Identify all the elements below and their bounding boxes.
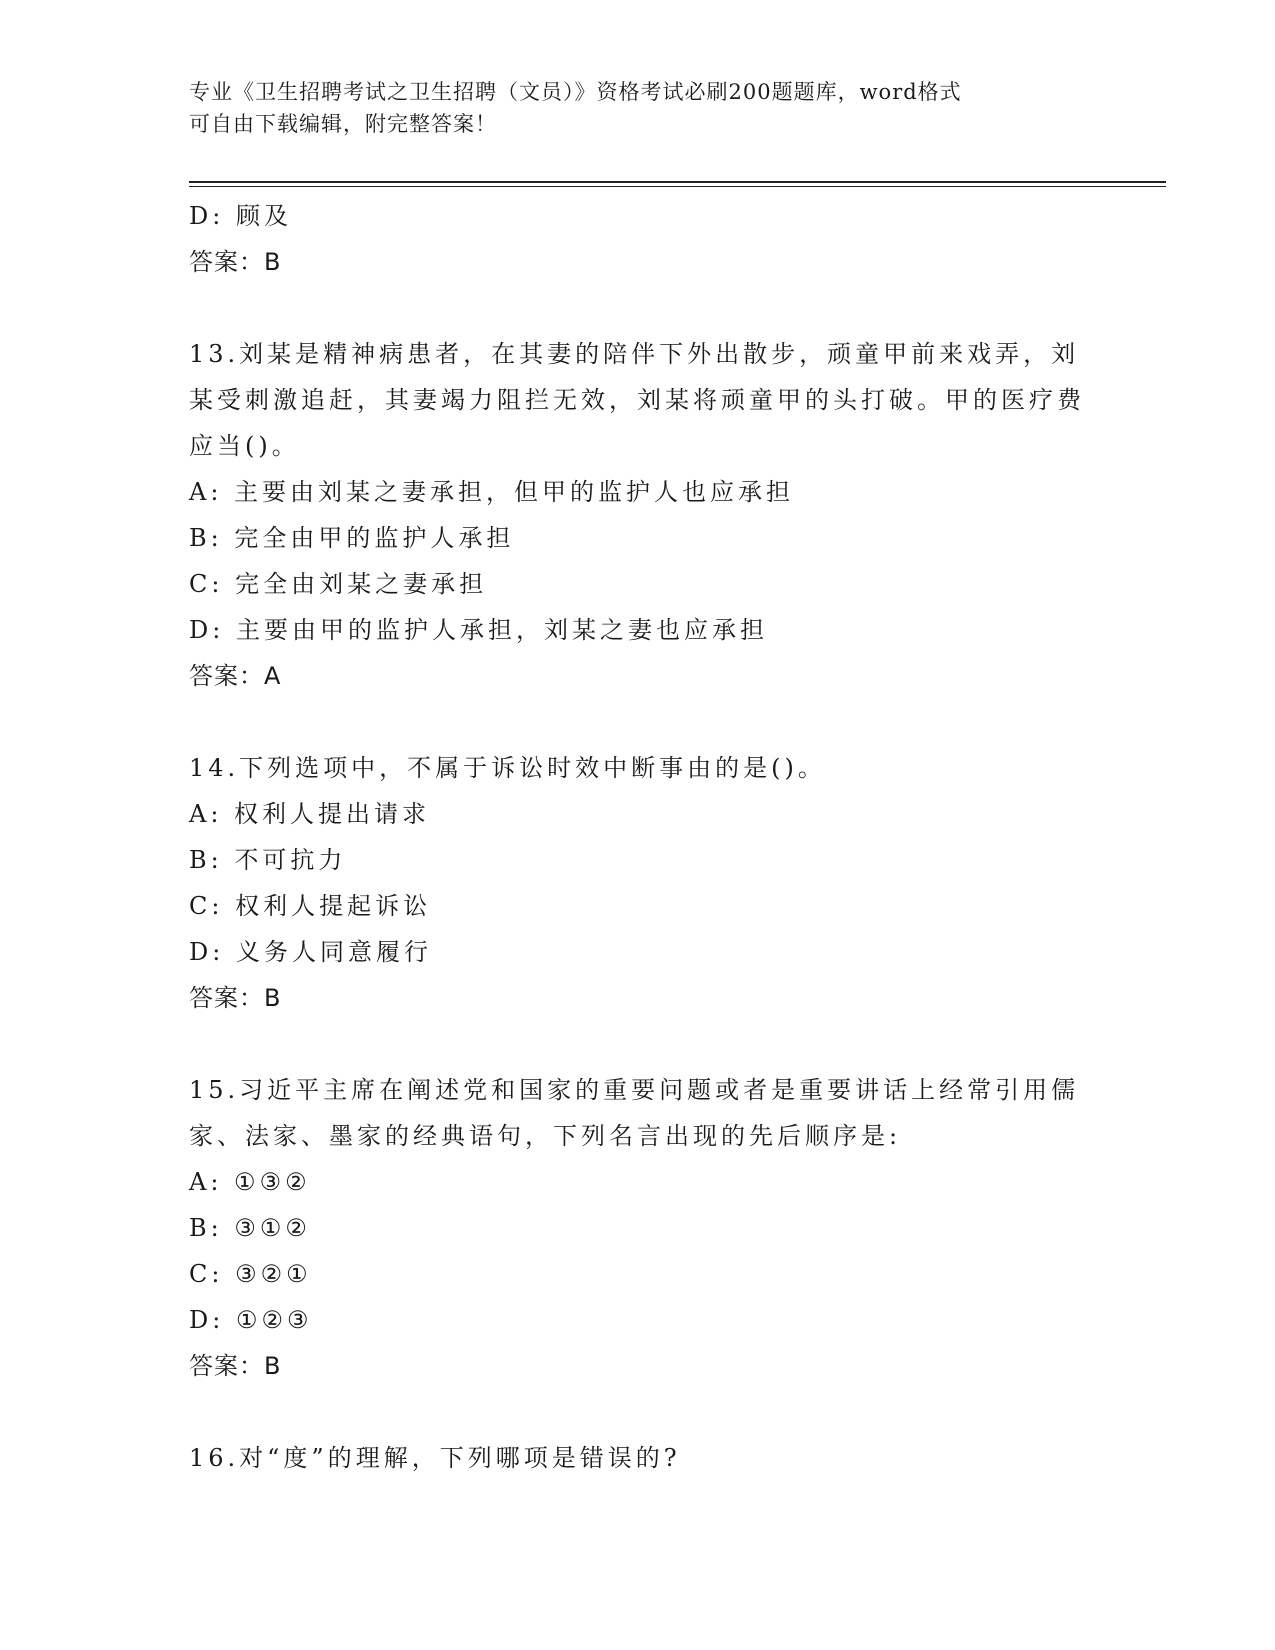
header-line-1: 专业《卫生招聘考试之卫生招聘（文员）》资格考试必刷200题题库，word格式 bbox=[189, 80, 962, 104]
answer-line: 答案：B bbox=[189, 1352, 282, 1380]
previous-question-tail bbox=[189, 193, 1089, 285]
question-stem: 16.对“度”的理解，下列哪项是错误的? bbox=[189, 1444, 681, 1472]
question-list bbox=[189, 193, 1089, 1481]
answer-line: 答案：B bbox=[189, 984, 282, 1012]
header-rule-thick bbox=[189, 181, 1166, 183]
question-stem: 13.刘某是精神病患者，在其妻的陪伴下外出散步，顽童甲前来戏弄，刘某受刺激追赶，其妻竭力阻拦无效，刘某将顽童甲的头打破。甲的医疗费应当()。 bbox=[189, 340, 1085, 460]
option-c: C: 完全由刘某之妻承担 bbox=[189, 570, 488, 598]
option-b: B: 不可抗力 bbox=[189, 846, 347, 874]
question-13 bbox=[189, 331, 1089, 699]
option-d: D: 顾及 bbox=[189, 202, 292, 230]
option-a: A: 权利人提出请求 bbox=[189, 800, 431, 828]
question-14 bbox=[189, 745, 1089, 1021]
header-line-2: 可自由下载编辑，附完整答案！ bbox=[189, 112, 497, 136]
option-a: A: ①③② bbox=[189, 1168, 311, 1196]
option-d: D: 义务人同意履行 bbox=[189, 938, 432, 966]
option-c: C: ③②① bbox=[189, 1260, 312, 1288]
option-b: B: ③①② bbox=[189, 1214, 311, 1242]
option-b: B: 完全由甲的监护人承担 bbox=[189, 524, 515, 552]
option-c: C: 权利人提起诉讼 bbox=[189, 892, 432, 920]
question-15 bbox=[189, 1067, 1089, 1389]
option-a: A: 主要由刘某之妻承担，但甲的监护人也应承担 bbox=[189, 478, 795, 506]
question-stem: 15.习近平主席在阐述党和国家的重要问题或者是重要讲话上经常引用儒家、法家、墨家的经典语句，下列名言出现的先后顺序是: bbox=[189, 1076, 1080, 1150]
question-stem: 14.下列选项中，不属于诉讼时效中断事由的是()。 bbox=[189, 754, 826, 782]
answer-line: 答案：A bbox=[189, 662, 282, 690]
document-header bbox=[189, 76, 1069, 140]
answer-line: 答案：B bbox=[189, 248, 282, 276]
question-16 bbox=[189, 1435, 1089, 1481]
option-d: D: 主要由甲的监护人承担，刘某之妻也应承担 bbox=[189, 616, 768, 644]
option-d: D: ①②③ bbox=[189, 1306, 313, 1334]
header-rule-thin bbox=[189, 186, 1166, 187]
